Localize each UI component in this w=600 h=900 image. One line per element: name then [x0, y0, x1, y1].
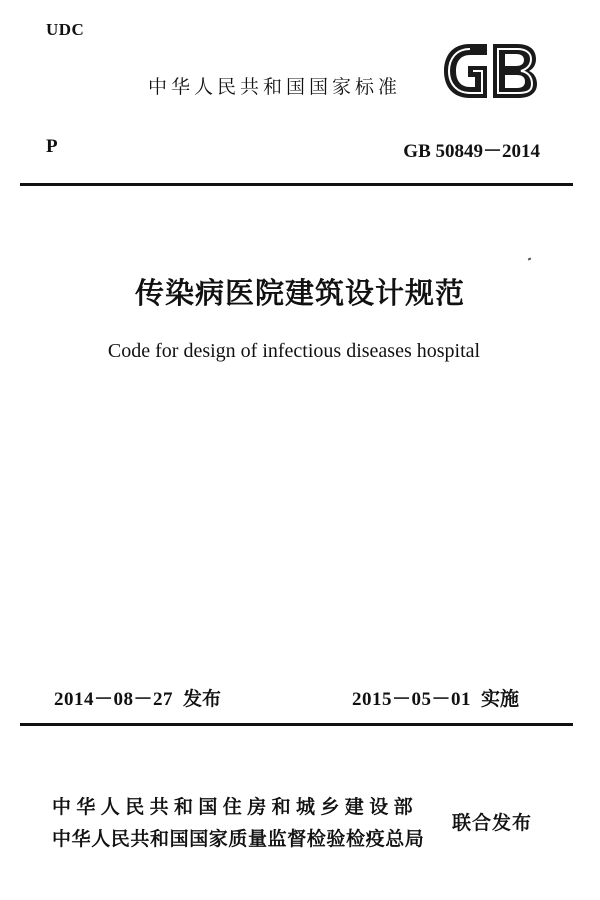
title-english: Code for design of infectious diseases hospital	[107, 340, 481, 362]
implement-date-line	[352, 684, 519, 711]
category-code: P	[46, 136, 58, 157]
joint-issue-label: 联合发布	[452, 812, 533, 834]
publish-label: 发布	[183, 688, 222, 710]
standard-number: GB 50849－2014	[403, 141, 540, 162]
implement-label: 实施	[481, 688, 520, 710]
issuer-quality-supervision: 中华人民共和国国家质量监督检验检疫总局	[52, 828, 425, 850]
implement-date: 2015－05－01	[352, 689, 472, 710]
bottom-divider	[20, 723, 573, 726]
publish-date: 2014－08－27	[54, 689, 174, 710]
issuer-ministry-housing: 中华人民共和国住房和城乡建设部	[52, 796, 419, 818]
scan-speck	[528, 258, 532, 261]
top-divider	[20, 183, 573, 186]
title-chinese: 传染病医院建筑设计规范	[134, 276, 465, 310]
gb-logo-icon	[440, 40, 540, 102]
publish-date-line	[54, 684, 221, 711]
udc-label: UDC	[46, 20, 85, 39]
national-standard-heading: 中华人民共和国国家标准	[148, 76, 402, 98]
